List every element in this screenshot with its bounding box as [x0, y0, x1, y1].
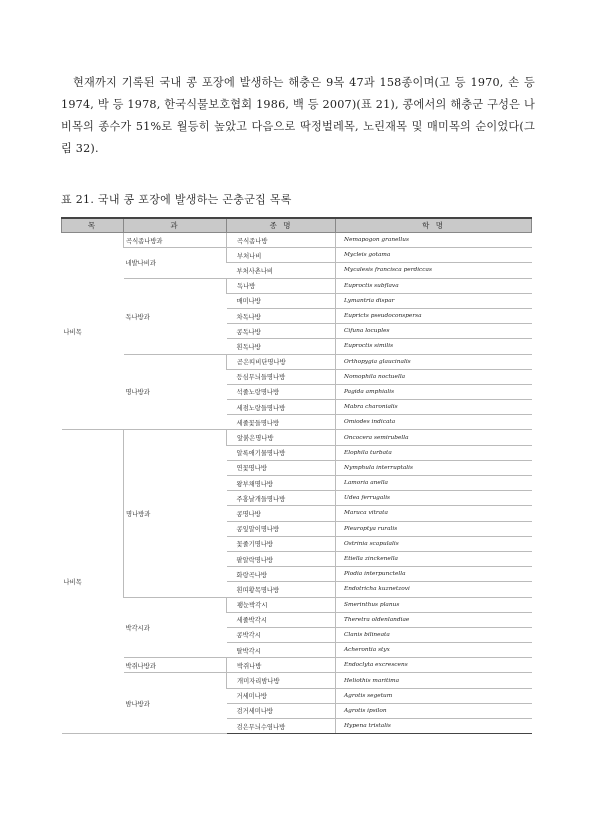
family-cell: 밤나방과 — [124, 673, 227, 734]
scientific-name-cell: Heliothis maritima — [336, 673, 532, 688]
species-name-cell: 왕부채명나방 — [227, 476, 336, 491]
header-scientific: 학 명 — [336, 218, 532, 233]
scientific-name-cell: Elophila turbata — [336, 445, 532, 460]
scientific-name-cell: Pleuroptya ruralis — [336, 521, 532, 536]
scientific-name-cell: Orthopygia glaucinalis — [336, 354, 532, 369]
family-cell: 박각시과 — [124, 597, 227, 658]
species-name-cell: 콩박각시 — [227, 627, 336, 642]
header-species: 종 명 — [227, 218, 336, 233]
scientific-name-cell: Lamoria anella — [336, 476, 532, 491]
scientific-name-cell: Nemapogon granellus — [336, 233, 532, 248]
scientific-name-cell: Nomophila noctuella — [336, 369, 532, 384]
species-name-cell: 팥알락명나방 — [227, 551, 336, 566]
scientific-name-cell: Clanis bilineata — [336, 627, 532, 642]
scientific-name-cell: Agrotis ipsilon — [336, 703, 532, 718]
species-name-cell: 차독나방 — [227, 308, 336, 323]
order-cell: 나비목 — [62, 430, 124, 734]
species-name-cell: 개미자리밤나방 — [227, 673, 336, 688]
species-name-cell: 세줄박각시 — [227, 612, 336, 627]
species-name-cell: 독나방 — [227, 278, 336, 293]
species-name-cell: 세줄꽃들명나방 — [227, 415, 336, 430]
species-name-cell: 매미나방 — [227, 293, 336, 308]
species-name-cell: 등심무늬들명나방 — [227, 369, 336, 384]
species-name-cell: 곡식좀나방 — [227, 233, 336, 248]
family-cell: 명나방과 — [124, 354, 227, 430]
scientific-name-cell: Endoclyta excrescens — [336, 658, 532, 673]
species-name-cell: 탈박각시 — [227, 643, 336, 658]
species-name-cell: 주홍날개들명나방 — [227, 491, 336, 506]
header-family: 과 — [124, 218, 227, 233]
scientific-name-cell: Nymphula interruptalis — [336, 460, 532, 475]
species-name-cell: 곧은띠비단명나방 — [227, 354, 336, 369]
scientific-name-cell: Maruca vitrata — [336, 506, 532, 521]
table-caption: 표 21. 국내 콩 포장에 발생하는 곤충군집 목록 — [61, 193, 292, 206]
order-cell: 나비목 — [62, 233, 124, 430]
scientific-name-cell: Eupricts pseudoconspersa — [336, 308, 532, 323]
scientific-name-cell: Smerinthus planus — [336, 597, 532, 612]
species-name-cell: 앞붉은명나방 — [227, 430, 336, 445]
family-cell: 독나방과 — [124, 278, 227, 354]
family-cell: 명나방과 — [124, 430, 227, 597]
scientific-name-cell: Mycleis gotama — [336, 248, 532, 263]
scientific-name-cell: Mabra charonialis — [336, 400, 532, 415]
species-name-cell: 콩명나방 — [227, 506, 336, 521]
species-name-cell: 팽눈박각시 — [227, 597, 336, 612]
scientific-name-cell: Agrotis segetum — [336, 688, 532, 703]
scientific-name-cell: Lymantria dispar — [336, 293, 532, 308]
species-name-cell: 흰띠황목명나방 — [227, 582, 336, 597]
scientific-name-cell: Etiella zinckenella — [336, 551, 532, 566]
family-cell: 박쥐나방과 — [124, 658, 227, 673]
table-row — [62, 597, 532, 612]
insect-table — [61, 217, 532, 734]
species-name-cell: 화랑곡나방 — [227, 567, 336, 582]
species-name-cell: 흰독나방 — [227, 339, 336, 354]
scientific-name-cell: Cifuna locuples — [336, 324, 532, 339]
species-name-cell: 검은무늬수염나방 — [227, 719, 336, 734]
scientific-name-cell: Theretra oldenlandiae — [336, 612, 532, 627]
table-row — [62, 278, 532, 293]
scientific-name-cell: Plodia interpunctella — [336, 567, 532, 582]
table-row — [62, 233, 532, 248]
species-name-cell: 연꽃명나방 — [227, 460, 336, 475]
header-order: 목 — [62, 218, 124, 233]
scientific-name-cell: Oncocera semirubella — [336, 430, 532, 445]
species-name-cell: 세점노랑들명나방 — [227, 400, 336, 415]
scientific-name-cell: Euproctis similis — [336, 339, 532, 354]
family-cell: 네발나비과 — [124, 248, 227, 278]
species-name-cell: 콩잎말이명나방 — [227, 521, 336, 536]
table-row — [62, 354, 532, 369]
family-cell: 곡식좀나방과 — [124, 233, 227, 248]
species-name-cell: 거세미나방 — [227, 688, 336, 703]
table-header-row — [62, 218, 532, 233]
species-name-cell: 검거세미나방 — [227, 703, 336, 718]
species-name-cell: 꽃줄기명나방 — [227, 536, 336, 551]
species-name-cell: 부처사촌나비 — [227, 263, 336, 278]
species-name-cell: 부처나비 — [227, 248, 336, 263]
table-row — [62, 658, 532, 673]
scientific-name-cell: Mycalesis francisca perdiccas — [336, 263, 532, 278]
scientific-name-cell: Udea ferrugalis — [336, 491, 532, 506]
scientific-name-cell: Ostrinia scapulalis — [336, 536, 532, 551]
table-row — [62, 248, 532, 263]
intro-paragraph: 현재까지 기록된 국내 콩 포장에 발생하는 해충은 9목 47과 158종이며(고 등 1970, 손 등 1974, 박 등 1978, 한국식물보호협회 1986, 백 등 2007)(표 21), 콩에서의 해충군 구성은 나비목의 종수가 51%로 월등히 높았고 다음으로 딱정벌레목, 노린재목 및 매미목의 순이었다(그림 32). — [61, 76, 535, 155]
scientific-name-cell: Omiodes indicata — [336, 415, 532, 430]
table-row — [62, 430, 532, 445]
scientific-name-cell: Euproctis subflava — [336, 278, 532, 293]
scientific-name-cell: Pagida amphialis — [336, 384, 532, 399]
scientific-name-cell: Acherontia styx — [336, 643, 532, 658]
species-name-cell: 박쥐나방 — [227, 658, 336, 673]
scientific-name-cell: Hypena tristalis — [336, 719, 532, 734]
species-name-cell: 콩독나방 — [227, 324, 336, 339]
species-name-cell: 석줄노랑명나방 — [227, 384, 336, 399]
table-row — [62, 673, 532, 688]
scientific-name-cell: Endotricha kuznetzovi — [336, 582, 532, 597]
species-name-cell: 알록애기물명나방 — [227, 445, 336, 460]
